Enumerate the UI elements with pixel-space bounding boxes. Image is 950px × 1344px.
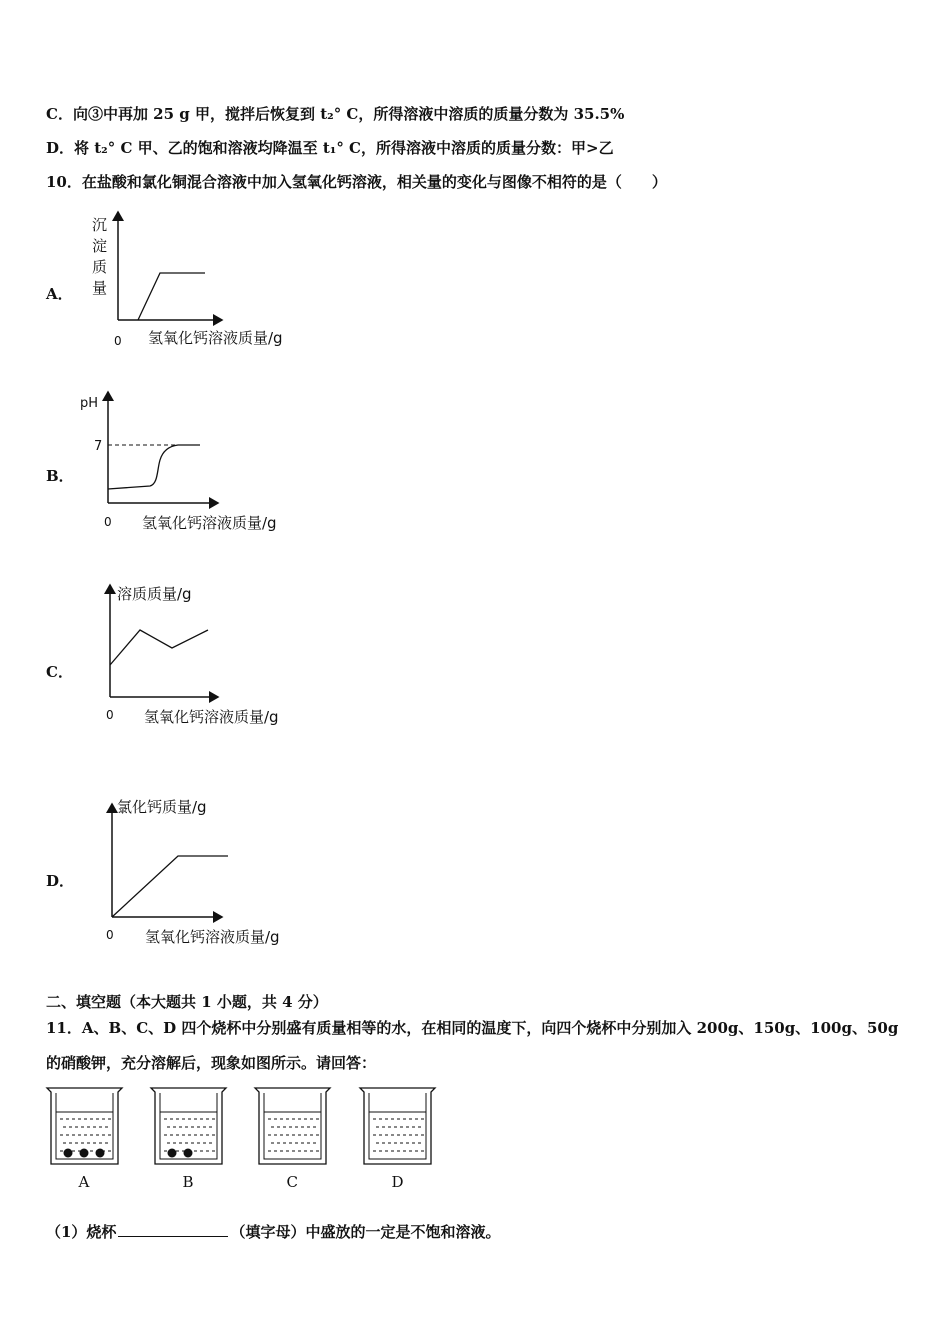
undissolved-solid [184, 1149, 193, 1158]
beaker-outline [360, 1088, 435, 1164]
undissolved-solid [96, 1149, 105, 1158]
q10-stem: 10．在盐酸和氯化铜混合溶液中加入氢氧化钙溶液，相关量的变化与图像不相符的是（ ） [46, 173, 667, 191]
undissolved-solid [80, 1149, 89, 1158]
beaker-label: B [182, 1173, 194, 1191]
graph-b [80, 392, 277, 532]
graph-a [92, 212, 283, 348]
beaker-c [255, 1088, 330, 1191]
beaker-label: C [286, 1173, 298, 1191]
graph-c-xlabel: 氢氧化钙溶液质量/g [144, 708, 279, 726]
beaker-d [360, 1088, 435, 1191]
beaker-inner-wall [369, 1093, 426, 1159]
beaker-label: A [78, 1173, 90, 1191]
graph-b-xlabel: 氢氧化钙溶液质量/g [142, 514, 277, 532]
graph-a-ylabel-char-1: 沉 [92, 216, 108, 234]
q11-stem-line2: 的硝酸钾，充分溶解后，现象如图所示。请回答： [46, 1054, 377, 1072]
undissolved-solid [64, 1149, 73, 1158]
graph-d-origin: 0 [106, 928, 114, 942]
q10-option-b-label: B． [46, 467, 74, 485]
graph-b-origin: 0 [104, 515, 112, 529]
graph-d-xlabel: 氢氧化钙溶液质量/g [145, 928, 280, 946]
graph-c [106, 585, 279, 726]
beaker-label: D [391, 1173, 404, 1191]
q11-stem-line1: 11．A、B、C、D 四个烧杯中分别盛有质量相等的水，在相同的温度下，向四个烧杯中分别加入 200g、150g、100g、50g [46, 1019, 899, 1037]
section2-heading: 二、填空题（本大题共 1 小题，共 4 分） [46, 993, 328, 1011]
graph-d-ylabel: 氯化钙质量/g [117, 798, 207, 816]
graph-a-ylabel-char-4: 量 [92, 279, 108, 297]
undissolved-solid [168, 1149, 177, 1158]
beaker-outline [255, 1088, 330, 1164]
beaker-b [151, 1088, 226, 1191]
graph-a-ylabel-char-3: 质 [92, 258, 108, 276]
graph-b-ph7-label: 7 [94, 439, 103, 454]
q11-sub1-prefix: （1）烧杯 [46, 1223, 117, 1241]
graph-c-curve [110, 630, 208, 665]
beaker-inner-wall [264, 1093, 321, 1159]
graph-a-xlabel: 氢氧化钙溶液质量/g [148, 329, 283, 347]
graph-a-origin: 0 [114, 334, 122, 348]
graph-b-curve [108, 445, 200, 489]
q10-option-a-label: A． [46, 285, 73, 303]
graph-c-origin: 0 [106, 708, 114, 722]
q10-option-c-label: C． [46, 663, 73, 681]
q9-option-c: C．向③中再加 25 g 甲，搅拌后恢复到 t₂° C，所得溶液中溶质的质量分数为 35.5% [46, 105, 625, 123]
graph-c-ylabel: 溶质质量/g [117, 585, 192, 603]
graph-d-curve [112, 856, 228, 917]
q9-option-d: D．将 t₂° C 甲、乙的饱和溶液均降温至 t₁° C，所得溶液中溶质的质量分数：甲>乙 [46, 139, 614, 157]
q11-sub1-suffix: （填字母）中盛放的一定是不饱和溶液。 [230, 1223, 501, 1241]
graph-a-ylabel-char-2: 淀 [92, 237, 108, 255]
q10-option-d-label: D． [46, 872, 75, 890]
graph-a-curve [138, 273, 205, 320]
beaker-a [47, 1088, 122, 1191]
q11-sub1 [46, 1221, 500, 1242]
graph-d [106, 798, 280, 946]
q11-sub1-answer-blank[interactable] [118, 1222, 228, 1237]
beakers-figure [47, 1088, 435, 1191]
graph-b-ylabel: pH [80, 396, 99, 411]
